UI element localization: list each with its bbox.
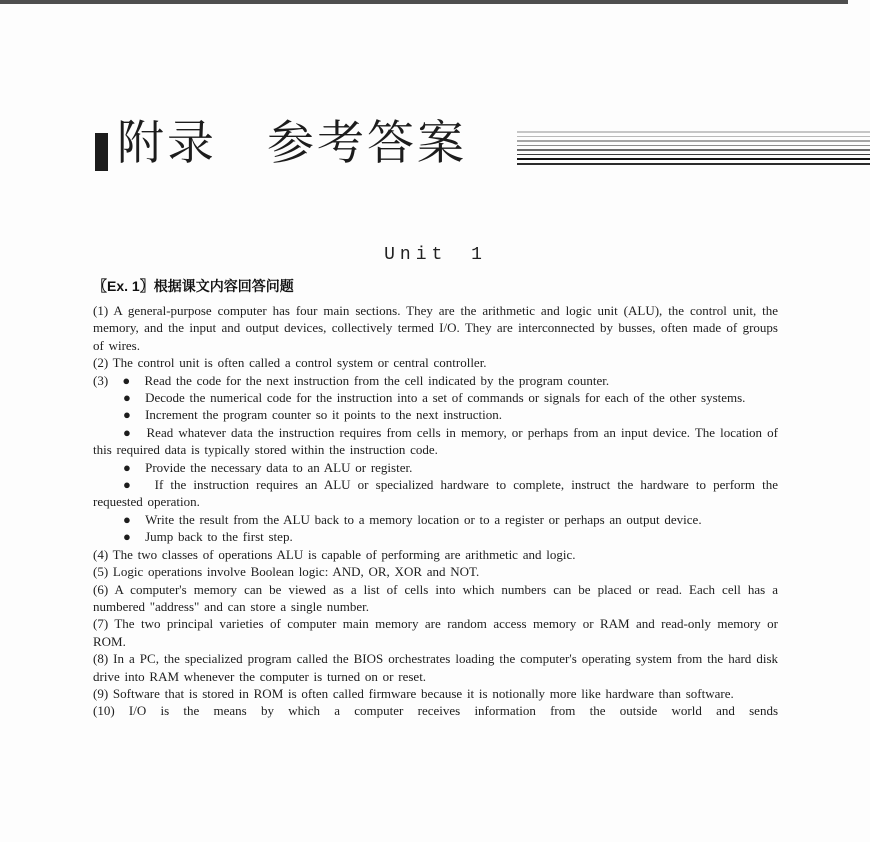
- unit-heading: Unit 1: [384, 245, 487, 265]
- answer-paragraph-3-bullet-2: ● Decode the numerical code for the instruction into a set of commands or signals for each of the other systems.: [123, 390, 746, 406]
- decoration-line: [517, 131, 870, 133]
- decoration-line: [517, 149, 870, 151]
- answers-body: [93, 302, 778, 720]
- answer-paragraph-4: (4) The two classes of operations ALU is capable of performing are arithmetic and logic.: [93, 546, 576, 562]
- decoration-line: [517, 136, 870, 138]
- answer-paragraph-2: (2) The control unit is often called a control system or central controller.: [93, 355, 487, 371]
- decoration-line: [517, 163, 870, 165]
- answer-paragraph-3-bullet-4: ● Read whatever data the instruction requires from cells in memory, or perhaps from an input device. The location of this required data is typically stored within the instruction code.: [93, 424, 778, 458]
- decoration-line: [517, 145, 870, 147]
- title-marker-bar: [95, 133, 108, 171]
- decoration-line: [517, 154, 870, 156]
- answer-paragraph-10: (10) I/O is the means by which a computer receives information from the outside world and sends: [93, 703, 778, 719]
- answer-paragraph-7: (7) The two principal varieties of computer main memory are random access memory or RAM and read-only memory or ROM.: [93, 616, 778, 649]
- decoration-line: [517, 140, 870, 142]
- answer-paragraph-3-bullet-8: ● Jump back to the first step.: [123, 529, 293, 545]
- title-decoration-lines: [517, 131, 870, 165]
- answer-paragraph-3-bullet-7: ● Write the result from the ALU back to a memory location or to a register or perhaps an output device.: [123, 511, 702, 527]
- page-top-border: [0, 0, 848, 4]
- answer-paragraph-9: (9) Software that is stored in ROM is often called firmware because it is notionally more like hardware than software.: [93, 685, 734, 701]
- answer-paragraph-5: (5) Logic operations involve Boolean logic: AND, OR, XOR and NOT.: [93, 564, 480, 580]
- answer-paragraph-1: (1) A general-purpose computer has four main sections. They are the arithmetic and logic unit (ALU), the control unit, the memory, and the input and output devices, collectively termed I/O. They are interconnected by busses, often made of groups of wires.: [93, 303, 778, 353]
- exercise-heading: 〖Ex. 1〗根据课文内容回答问题: [93, 278, 294, 294]
- answer-paragraph-3-bullet-1: (3) ● Read the code for the next instruction from the cell indicated by the program counter.: [93, 372, 610, 388]
- chapter-title: 附录 参考答案: [117, 118, 467, 170]
- answer-paragraph-6: (6) A computer's memory can be viewed as a list of cells into which numbers can be placed or read. Each cell has a numbered "address" and can store a single number.: [93, 581, 778, 614]
- answer-paragraph-3-bullet-6: ● If the instruction requires an ALU or specialized hardware to complete, instruct the hardware to perform the requested operation.: [93, 477, 778, 510]
- answer-paragraph-3-bullet-5: ● Provide the necessary data to an ALU or register.: [123, 459, 413, 475]
- decoration-line: [517, 158, 870, 160]
- answer-paragraph-3-bullet-3: ● Increment the program counter so it points to the next instruction.: [123, 407, 502, 423]
- answer-paragraph-8: (8) In a PC, the specialized program called the BIOS orchestrates loading the computer's operating system from the hard disk drive into RAM whenever the computer is turned on or reset.: [93, 651, 778, 684]
